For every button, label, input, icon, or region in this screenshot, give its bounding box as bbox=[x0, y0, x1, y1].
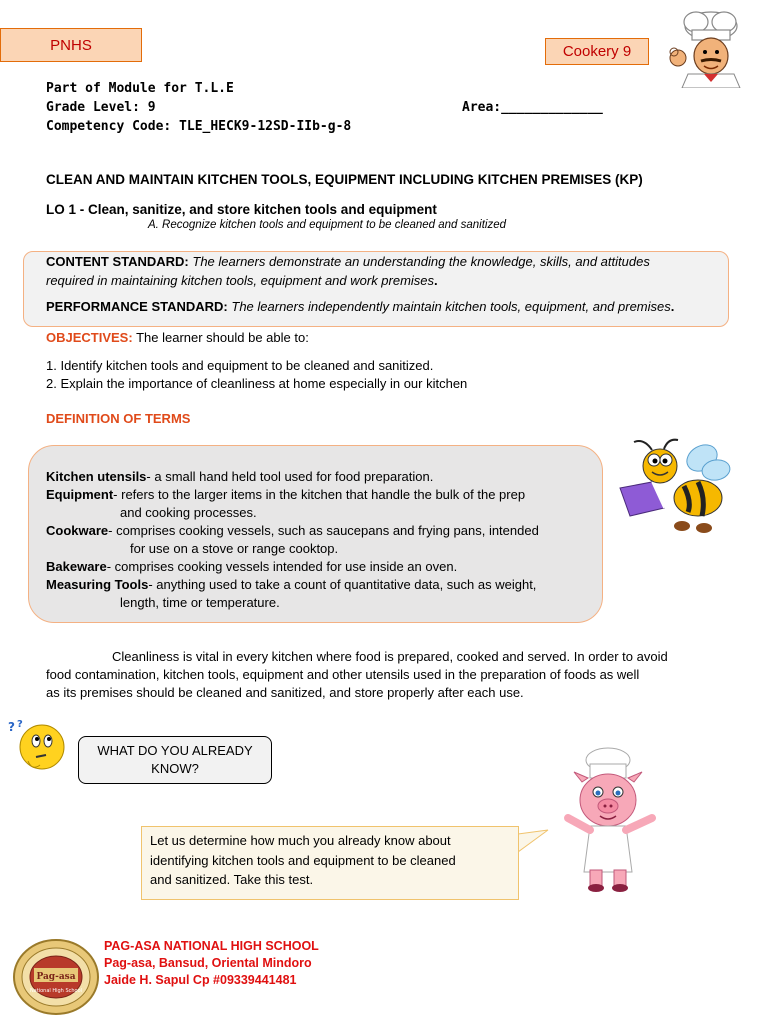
objectives-heading bbox=[46, 330, 309, 345]
definition-item: Measuring Tools- anything used to take a count of quantitative data, such as weight, bbox=[46, 577, 537, 592]
content-standard-text-2: required in maintaining kitchen tools, equipment and work premises bbox=[46, 273, 435, 288]
definition-continuation: length, time or temperature. bbox=[120, 595, 280, 610]
test-callout bbox=[141, 826, 519, 900]
school-footer bbox=[104, 938, 319, 989]
bee-reading-icon bbox=[612, 436, 732, 534]
grade-level: Grade Level: 9 bbox=[46, 100, 156, 115]
chef-icon bbox=[656, 8, 748, 88]
callout-line: identifying kitchen tools and equipment to be cleaned bbox=[150, 852, 456, 868]
main-title: CLEAN AND MAINTAIN KITCHEN TOOLS, EQUIPMENT INCLUDING KITCHEN PREMISES (KP) bbox=[46, 172, 643, 187]
know-line: KNOW? bbox=[151, 761, 199, 776]
performance-standard-text: The learners independently maintain kitchen tools, equipment, and premises bbox=[231, 299, 671, 314]
school-seal-icon bbox=[12, 938, 100, 1016]
svg-text:?: ? bbox=[17, 719, 23, 730]
lo-title: LO 1 - Clean, sanitize, and store kitchen tools and equipment bbox=[46, 202, 437, 217]
definition-item: Bakeware- comprises cooking vessels intended for use inside an oven. bbox=[46, 559, 458, 574]
lo-sub: A. Recognize kitchen tools and equipment to be cleaned and sanitized bbox=[148, 219, 507, 231]
definitions-list bbox=[46, 468, 606, 612]
school-address: Pag-asa, Bansud, Oriental Mindoro bbox=[104, 956, 312, 970]
know-line: WHAT DO YOU ALREADY bbox=[97, 743, 253, 758]
svg-text:?: ? bbox=[8, 720, 15, 734]
area-field: Area:_____________ bbox=[462, 100, 603, 115]
content-standard: CONTENT STANDARD: The learners demonstrate an understanding the knowledge, skills, and attitudes required in maintaining kitchen tools, equipment and work premises. bbox=[46, 254, 650, 288]
performance-standard-label: PERFORMANCE STANDARD: bbox=[46, 299, 228, 314]
performance-standard: PERFORMANCE STANDARD: The learners independently maintain kitchen tools, equipment, and premises. bbox=[46, 299, 675, 314]
competency-code: Competency Code: TLE_HECK9-12SD-IIb-g-8 bbox=[46, 119, 352, 134]
definition-continuation: and cooking processes. bbox=[120, 505, 257, 520]
school-badge: PNHS bbox=[0, 28, 142, 62]
content-standard-label: CONTENT STANDARD: bbox=[46, 254, 189, 269]
svg-text:National High School: National High School bbox=[29, 988, 83, 994]
objective-item: 2. Explain the importance of cleanliness at home especially in our kitchen bbox=[46, 376, 468, 391]
definitions-heading: DEFINITION OF TERMS bbox=[46, 411, 191, 426]
definition-continuation: for use on a stove or range cooktop. bbox=[130, 541, 339, 556]
callout-line: Let us determine how much you already know about bbox=[150, 833, 451, 848]
school-name: PAG-ASA NATIONAL HIGH SCHOOL bbox=[104, 939, 319, 953]
what-do-you-know-box bbox=[78, 736, 272, 784]
content-standard-text-1: The learners demonstrate an understanding the knowledge, skills, and attitudes bbox=[192, 254, 650, 269]
objectives-intro: The learner should be able to: bbox=[136, 330, 309, 345]
subject-badge: Cookery 9 bbox=[545, 38, 649, 65]
objective-item: 1. Identify kitchen tools and equipment to be cleaned and sanitized. bbox=[46, 358, 434, 373]
objectives-label: OBJECTIVES: bbox=[46, 330, 133, 345]
thinking-face-icon bbox=[6, 715, 68, 777]
definition-item: Cookware- comprises cooking vessels, such as saucepans and frying pans, intended bbox=[46, 523, 539, 538]
definition-item: Kitchen utensils- a small hand held tool used for food preparation. bbox=[46, 469, 434, 484]
definition-item: Equipment- refers to the larger items in the kitchen that handle the bulk of the prep bbox=[46, 487, 526, 502]
svg-text:Pag-asa: Pag-asa bbox=[36, 972, 76, 982]
module-part: Part of Module for T.L.E bbox=[46, 81, 234, 96]
callout-tail bbox=[518, 826, 550, 856]
pig-chef-icon bbox=[560, 746, 664, 894]
callout-line: and sanitized. Take this test. bbox=[150, 872, 314, 887]
school-contact: Jaide H. Sapul Cp #09339441481 bbox=[104, 973, 297, 987]
cleanliness-paragraph: Cleanliness is vital in every kitchen where food is prepared, cooked and served. In order to avoid food contamination, kitchen tools, equipment and other utensils used in the preparation of foods as well as its premises should be cleaned and sanitized, and store properly after each use. bbox=[46, 649, 668, 700]
